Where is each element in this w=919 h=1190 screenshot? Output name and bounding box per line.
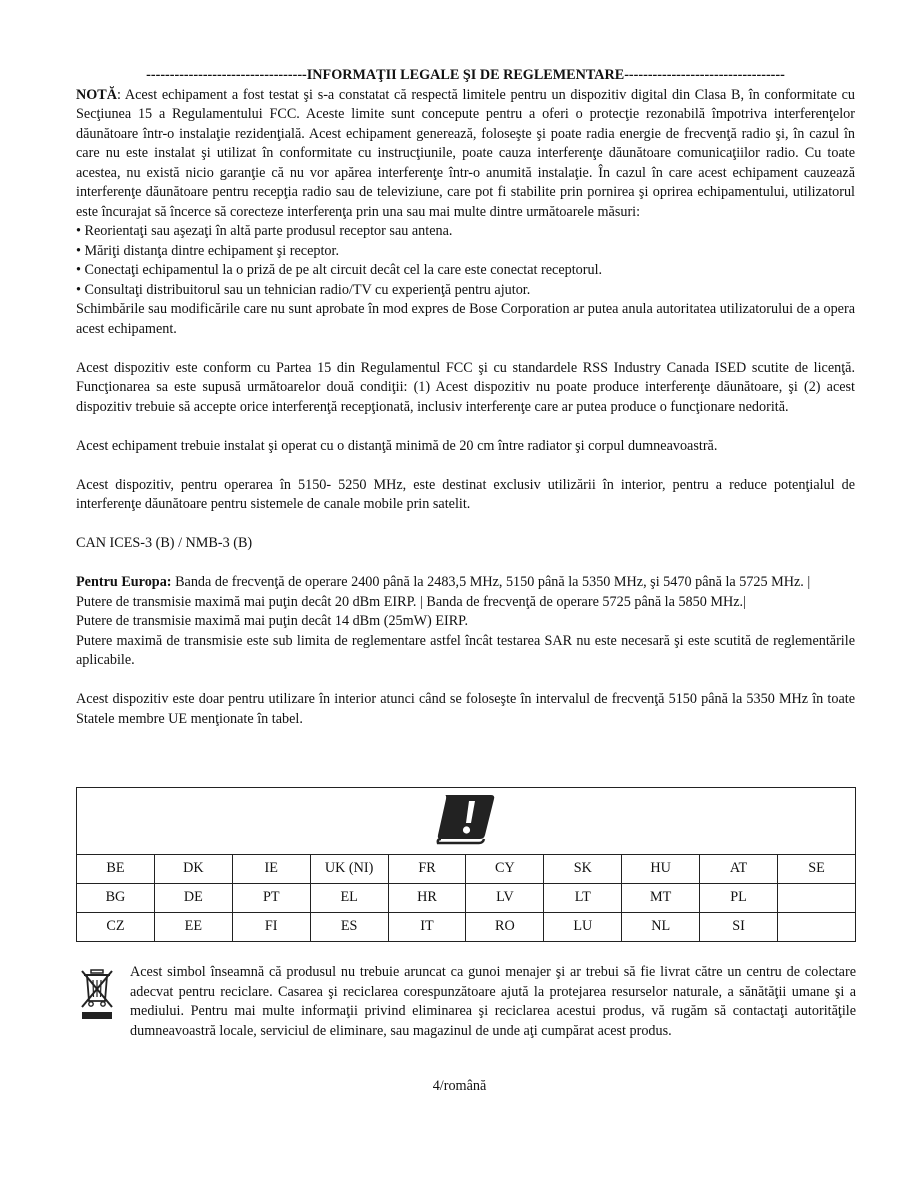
country-row xyxy=(77,913,856,942)
country-cell: CY xyxy=(466,855,544,884)
country-cell: PT xyxy=(232,884,310,913)
country-cell: SI xyxy=(700,913,778,942)
country-table xyxy=(76,787,856,942)
bullet-item: • Reorientaţi sau aşezaţi în altă parte produsul receptor sau antena. xyxy=(76,223,453,239)
country-row xyxy=(77,884,856,913)
country-cell: LT xyxy=(544,884,622,913)
part15-paragraph: Acest dispozitiv este conform cu Partea 15 din Regulamentul FCC şi cu standardele RSS Industry Canada ISED scutite de licenţă. Funcţionarea sa este supusă următoarelor două condiţii: (1) Acest dispozitiv nu poate produce interferenţe dăunătoare, şi (2) acest dispozitiv trebuie să accepte orice interferenţă recepţionată, inclusiv interferenţe care ar putea produce o funcţionare nedorită. xyxy=(76,359,855,415)
europe-power-line: Putere de transmisie maximă mai puţin decât 20 dBm EIRP. | Banda de frecvenţă de operare 5725 până la 5850 MHz.| xyxy=(76,593,746,610)
country-cell: FI xyxy=(232,913,310,942)
country-cell: NL xyxy=(622,913,700,942)
note-label: NOTĂ xyxy=(76,86,117,103)
section-title: ----------------------------------INFORMAŢII LEGALE ŞI DE REGLEMENTARE---------------------------------- xyxy=(146,67,785,83)
country-cell: HR xyxy=(388,884,466,913)
country-cell-empty xyxy=(778,913,856,942)
country-cell: ES xyxy=(310,913,388,942)
bullet-item: • Măriţi distanţa dintre echipament şi receptor. xyxy=(76,242,340,259)
country-cell: RO xyxy=(466,913,544,942)
europe-paragraph xyxy=(76,573,855,593)
country-cell: SE xyxy=(778,855,856,884)
bullet-item: • Consultaţi distribuitorul sau un tehnician radio/TV cu experienţă pentru ajutor. xyxy=(76,281,531,298)
bullet-item: • Conectaţi echipamentul la o priză de pe alt circuit decât cel la care este conectat receptorul. xyxy=(76,262,603,278)
country-cell: LV xyxy=(466,884,544,913)
country-cell: CZ xyxy=(77,913,155,942)
country-cell: IE xyxy=(232,855,310,884)
page-number: 4/română xyxy=(432,1078,487,1094)
weee-paragraph: Acest simbol înseamnă că produsul nu trebuie aruncat ca gunoi menajer şi ar trebui să fie livrat către un centru de colectare adecvat pentru reciclare. Casarea şi reciclarea corespunzătoare ajută la protejarea resurselor naturale, a sănătăţii umane şi a mediului. Pentru mai multe informaţii privind eliminarea şi reciclarea acestui produs, vă rugăm să contactaţi autorităţile dumneavoastră locale, serviciul de eliminare, sau magazinul de unde aţi cumpărat acest produs. xyxy=(130,964,856,1039)
country-cell: UK (NI) xyxy=(310,855,388,884)
europe-text: Banda de frecvenţă de operare 2400 până la 2483,5 MHz, 5150 până la 5350 MHz, şi 5470 până la 5725 MHz. | xyxy=(171,574,811,590)
can-ices-line: CAN ICES-3 (B) / NMB-3 (B) xyxy=(76,535,253,551)
country-cell: BE xyxy=(77,855,155,884)
country-cell: BG xyxy=(77,884,155,913)
sar-paragraph: Putere maximă de transmisie este sub limita de reglementare astfel încât testarea SAR nu este necesară şi este scutită de reglementările aplicabile. xyxy=(76,632,855,668)
country-row xyxy=(77,855,856,884)
country-cell: EE xyxy=(154,913,232,942)
country-cell-empty xyxy=(778,884,856,913)
distance-paragraph: Acest echipament trebuie instalat şi operat cu o distanţă minimă de 20 cm între radiator şi corpul dumneavoastră. xyxy=(76,437,718,454)
indoor-paragraph: Acest dispozitiv este doar pentru utilizare în interior atunci când se foloseşte în intervalul de frecvenţă 5150 până la 5350 MHz în toate Statele membre UE menţionate în tabel. xyxy=(76,691,855,727)
crossed-bin-icon xyxy=(80,967,114,1021)
europe-power-line-2: Putere de transmisie maximă mai puţin decât 14 dBm (25mW) EIRP. xyxy=(76,613,469,629)
country-cell: IT xyxy=(388,913,466,942)
country-cell: FR xyxy=(388,855,466,884)
warning-booklet-icon xyxy=(433,791,499,852)
country-cell: DK xyxy=(154,855,232,884)
country-cell: MT xyxy=(622,884,700,913)
europe-label: Pentru Europa: xyxy=(76,574,172,590)
fcc-note xyxy=(76,86,855,223)
country-cell: EL xyxy=(310,884,388,913)
country-cell: LU xyxy=(544,913,622,942)
note-text: : Acest echipament a fost testat şi s-a constatat că respectă limitele pentru un dispozitiv digital din Clasa B, în conformitate cu Secţiunea 15 a Regulamentului FCC. Aceste limite sunt concepute pentru a oferi o protecţie rezonabilă împotriva interferenţelor dăunătoare într-o instalaţie rezidenţială. Acest echipament generează, foloseşte şi poate radia energie de frecvenţă radio şi, în cazul în care nu este instalat şi utilizat în conformitate cu instrucţiunile, poate cauza interferenţe dăunătoare comunicaţiilor radio. Cu toate acestea, nu există nicio garanţie că nu vor apărea interferenţe într-o anumită instalaţie. În cazul în care acest echipament cauzează interferenţe dăunătoare pentru recepţia radio sau de televiziune, care pot fi stabilite prin pornirea şi oprirea echipamentului, utilizatorul este încurajat să încerce să corecteze interferenţa prin una sau mai multe dintre următoarele măsuri: xyxy=(76,86,855,220)
document-body xyxy=(76,66,855,729)
country-cell: PL xyxy=(700,884,778,913)
band-paragraph: Acest dispozitiv, pentru operarea în 5150- 5250 MHz, este destinat exclusiv utilizării în interior, pentru a reduce potenţialul de interferenţe dăunătoare pentru sistemele de canale mobile prin satelit. xyxy=(76,476,855,512)
country-cell: AT xyxy=(700,855,778,884)
changes-paragraph: Schimbările sau modificările care nu sunt aprobate în mod expres de Bose Corporation ar putea anula autoritatea utilizatorului de a opera acest echipament. xyxy=(76,301,855,337)
country-cell: DE xyxy=(154,884,232,913)
icon-row xyxy=(77,788,856,855)
country-cell: HU xyxy=(622,855,700,884)
country-cell: SK xyxy=(544,855,622,884)
